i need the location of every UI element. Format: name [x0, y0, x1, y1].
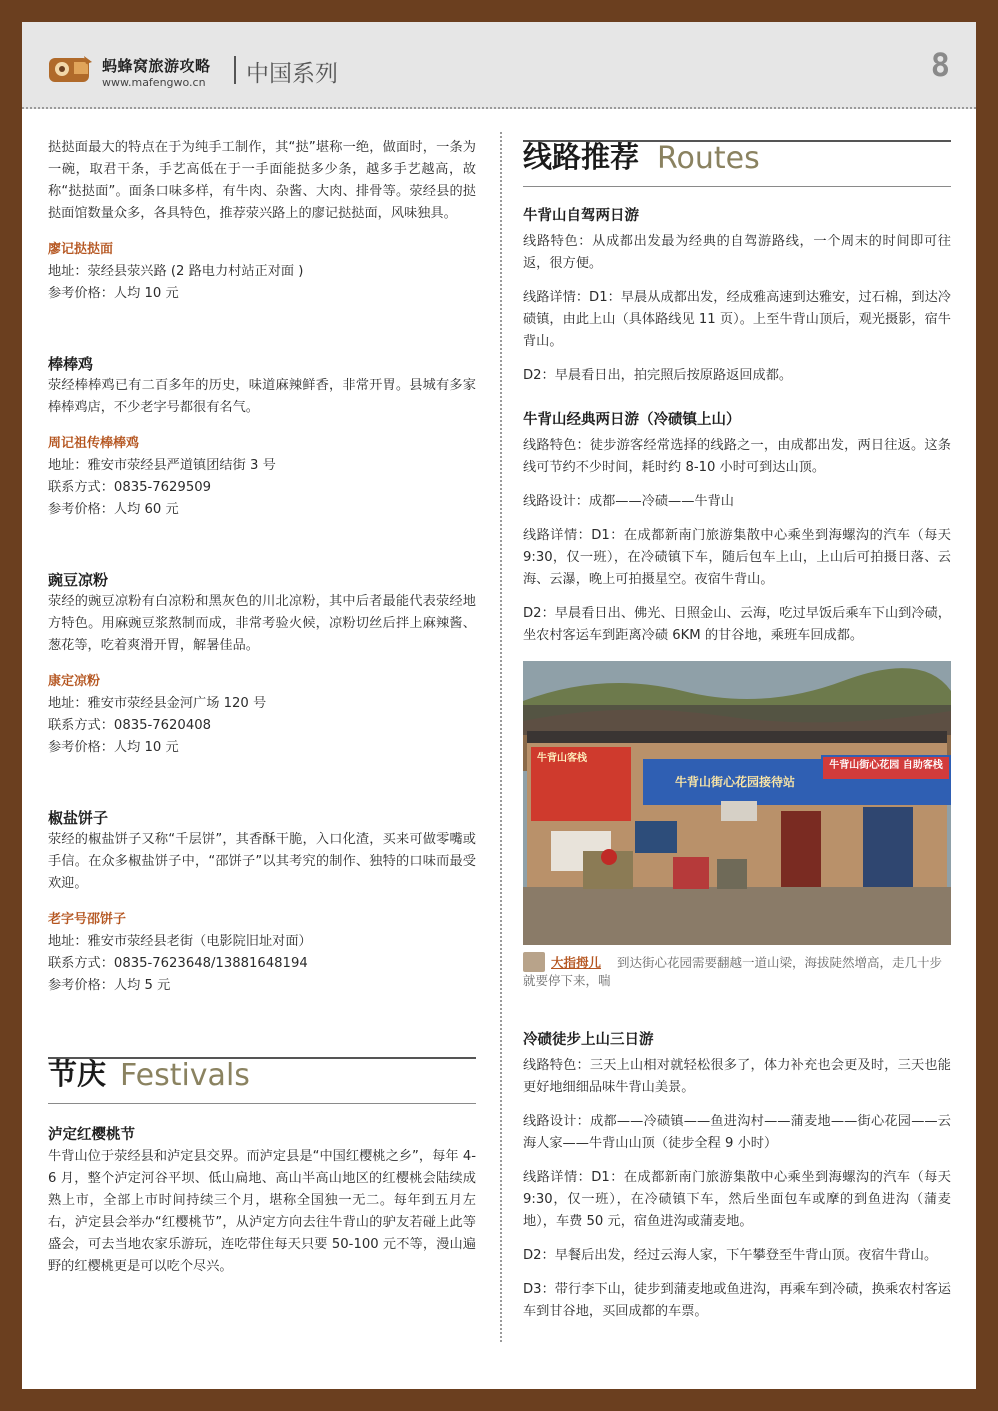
shop-phone: 联系方式：0835-7620408	[48, 718, 211, 733]
route-day2: D2：早晨看日出、佛光、日照金山、云海，吃过早饭后乘车下山到冷碛，坐农村客运车到距离冷碛 6KM 的甘谷地，乘班车回成都。	[523, 606, 951, 643]
dish-desc: 荥经的豌豆凉粉有白凉粉和黑灰色的川北凉粉，其中后者最能代表荥经地方特色。用麻豌豆浆熬制而成，非常考验火候，凉粉切丝后拌上麻辣酱、葱花等，吃着爽滑开胃，解暑佳品。	[48, 594, 476, 653]
dish-liangfen	[48, 569, 476, 657]
dish-desc: 荥经的椒盐饼子又称“千层饼”，其香酥干脆，入口化渣，买来可做零嘴或手信。在众多椒盐饼子中，“邵饼子”以其考究的制作、独特的口味而最受欢迎。	[48, 832, 476, 891]
shop-phone: 联系方式：0835-7623648/13881648194	[48, 956, 308, 971]
festivals-heading	[48, 1057, 476, 1104]
route-day2: D2：早餐后出发，经过云海人家，下午攀登至牛背山顶。夜宿牛背山。	[523, 1248, 938, 1263]
shop-address: 地址：雅安市荥经县老街（电影院旧址对面）	[48, 934, 312, 949]
route-design: 线路设计：成都——冷碛——牛背山	[523, 494, 734, 509]
page-number: 8	[930, 46, 950, 84]
shop-address: 地址：雅安市荥经县严道镇团结街 3 号	[48, 458, 276, 473]
section-title-en: Festivals	[120, 1058, 250, 1093]
section-title-cn: 节庆	[48, 1057, 107, 1091]
route-threeday	[523, 1029, 951, 1323]
brand-url: www.mafengwo.cn	[102, 76, 206, 89]
column-divider	[500, 132, 502, 1342]
route-day1: 线路详情：D1：早晨从成都出发，经成雅高速到达雅安，过石棉，到达冷碛镇，由此上山（具体路线见 11 页）。上至牛背山顶后，观光摄影，宿牛背山。	[523, 290, 951, 349]
shop-name: 周记祖传棒棒鸡	[48, 436, 140, 451]
dish-bingzi	[48, 807, 476, 895]
sign-right: 牛背山街心花园 自助客栈	[829, 760, 943, 771]
mafengwo-logo-icon	[48, 52, 94, 86]
shop-liaoji	[48, 239, 476, 305]
shop-phone: 联系方式：0835-7629509	[48, 480, 211, 495]
shop-shaobingzi	[48, 909, 476, 997]
shop-name: 康定凉粉	[48, 674, 101, 689]
user-avatar	[523, 952, 545, 972]
section-title-en: Routes	[657, 141, 760, 176]
festival-desc: 牛背山位于荥经县和泸定县交界。而泸定县是“中国红樱桃之乡”，每年 4-6 月，整个泸定河谷平坝、低山扁地、高山半高山地区的红樱桃会陆续成熟上市，全部上市时间持续三个月，堪称全国独一无二。每年到五月左右，泸定县会举办“红樱桃节”，从泸定方向去往牛背山的驴友若碰上此等盛会，可去当地农家乐游玩，连吃带住每天只要 50-100 元不等，漫山遍野的红樱桃更是可以吃个尽兴。	[48, 1149, 476, 1274]
route-classic	[523, 409, 951, 647]
route-day3: D3：带行李下山，徒步到蒲麦地或鱼进沟，再乘车到冷碛，换乘农村客运车到甘谷地，买回成都的车票。	[523, 1282, 951, 1319]
shop-price: 参考价格：人均 10 元	[48, 286, 179, 301]
shop-price: 参考价格：人均 60 元	[48, 502, 179, 517]
header-divider	[234, 56, 236, 84]
route-feature: 线路特色：从成都出发最为经典的自驾游路线，一个周末的时间即可往返，很方便。	[523, 234, 951, 271]
shop-name: 老字号邵饼子	[48, 912, 127, 927]
page	[22, 22, 976, 1389]
route-selfdrive	[523, 205, 951, 387]
shop-kangding	[48, 671, 476, 759]
noodle-intro: 挞挞面最大的特点在于为纯手工制作，其“挞”堪称一绝，做面时，一条为一碗，取君干条，手艺高低在于一手面能挞多少条，越多手艺越高，故称“挞挞面”。面条口味多样，有牛肉、杂酱、大肉、排骨等。荥经县的挞挞面馆数量众多，各具特色，推荐荥兴路上的廖记挞挞面，风味独具。	[48, 140, 476, 221]
route-title: 牛背山经典两日游（冷碛镇上山）	[523, 412, 741, 428]
route-title: 牛背山自驾两日游	[523, 208, 639, 224]
route-title: 冷碛徒步上山三日游	[523, 1032, 654, 1048]
shop-address: 地址：荥经县荥兴路 (2 路电力村站正对面 )	[48, 264, 304, 279]
route-day1: 线路详情：D1：在成都新南门旅游集散中心乘坐到海螺沟的汽车（每天 9:30，仅一班），在冷碛镇下车，然后坐面包车或摩的到鱼进沟（蒲麦地），车费 50 元，宿鱼进沟或蒲麦地。	[523, 1170, 951, 1229]
dish-title: 豌豆凉粉	[48, 571, 109, 589]
dish-title: 棒棒鸡	[48, 355, 94, 373]
photo-caption	[523, 952, 951, 989]
series-title: 中国系列	[246, 61, 338, 87]
section-title-cn: 线路推荐	[523, 140, 640, 174]
caption-user-link[interactable]: 大指拇儿	[551, 955, 602, 970]
shop-price: 参考价格：人均 5 元	[48, 978, 171, 993]
inn-photo-image	[523, 661, 951, 945]
route-design: 线路设计：成都——冷碛镇——鱼进沟村——蒲麦地——街心花园——云海人家——牛背山山顶（徒步全程 9 小时）	[523, 1114, 951, 1151]
shop-name: 廖记挞挞面	[48, 242, 114, 257]
page-header	[22, 22, 976, 109]
sign-middle: 牛背山街心花园接待站	[674, 775, 795, 789]
festival-item	[48, 1124, 476, 1278]
route-feature: 线路特色：徒步游客经常选择的线路之一，由成都出发，两日往返。这条线可节约不少时间，耗时约 8-10 小时可到达山顶。	[523, 438, 951, 475]
dish-title: 椒盐饼子	[48, 809, 109, 827]
shop-address: 地址：雅安市荥经县金河广场 120 号	[48, 696, 267, 711]
left-column	[48, 137, 476, 1278]
festival-title: 泸定红樱桃节	[48, 1127, 135, 1143]
dish-desc: 荥经棒棒鸡已有二百多年的历史，味道麻辣鲜香，非常开胃。县城有多家棒棒鸡店，不少老字号都很有名气。	[48, 378, 476, 415]
route-day2: D2：早晨看日出，拍完照后按原路返回成都。	[523, 368, 793, 383]
route-day1: 线路详情：D1：在成都新南门旅游集散中心乘坐到海螺沟的汽车（每天 9:30，仅一班），在冷碛镇下车，随后包车上山，上山后可拍摄日落、云海、云瀑，晚上可拍摄星空。夜宿牛背山。	[523, 528, 951, 587]
shop-zhouji	[48, 433, 476, 521]
right-column	[523, 140, 951, 1323]
caption-text: 到达街心花园需要翻越一道山梁，海拔陡然增高，走几十步就要停下来，喘	[523, 955, 943, 988]
brand-name: 蚂蜂窝旅游攻略	[102, 57, 211, 75]
route-feature: 线路特色：三天上山相对就轻松很多了，体力补充也会更及时，三天也能更好地细细品味牛背山美景。	[523, 1058, 951, 1095]
inn-photo	[523, 661, 951, 945]
routes-heading	[523, 140, 951, 187]
dish-bangbangji	[48, 353, 476, 419]
sign-left: 牛背山客栈	[537, 753, 587, 764]
shop-price: 参考价格：人均 10 元	[48, 740, 179, 755]
